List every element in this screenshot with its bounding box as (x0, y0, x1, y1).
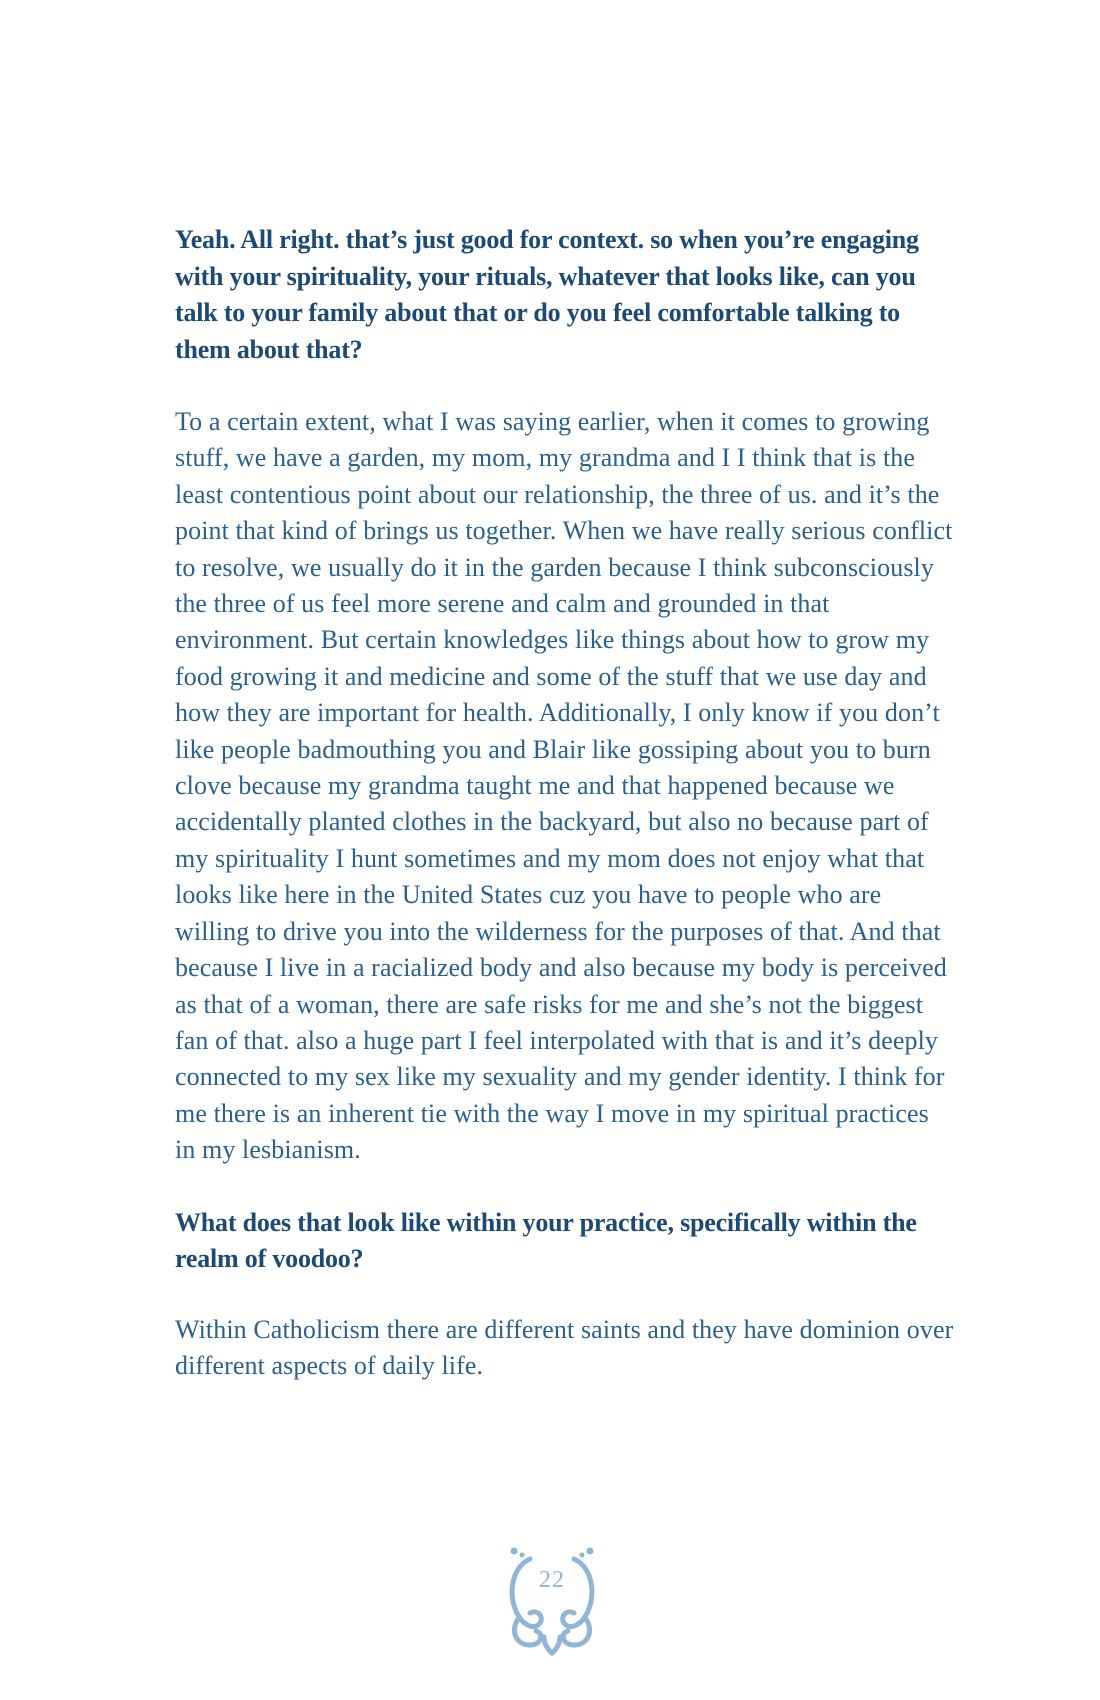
paragraph-spacer (175, 1278, 955, 1312)
interview-question-2: What does that look like within your practice, specifically within the realm of voodoo? (175, 1207, 917, 1274)
scroll-ornament-icon (500, 1545, 604, 1657)
paragraph-spacer (175, 1169, 955, 1205)
interview-answer-2: Within Catholicism there are different saints and they have dominion over different aspects of daily life. (175, 1314, 954, 1380)
paragraph-spacer (175, 368, 955, 404)
page-number-ornament (500, 1545, 604, 1657)
page-number: 22 (539, 1567, 565, 1593)
interview-answer-1: To a certain extent, what I was saying earlier, when it comes to growing stuff, we have a garden, my mom, my grandma and I I think that is the least contentious point about our relationship, the three of us. and it’s the point that kind of brings us together. When we have really serious conflict to resolve, we usually do it in the garden because I think subconsciously the three of us feel more serene and calm and grounded in that environment. But certain knowledges like things about how to grow my food growing it and medicine and some of the stuff that we use day and how they are important for health. Additionally, I only know if you don’t like people badmouthing you and Blair like gossiping about you to burn clove because my grandma taught me and that happened because we accidentally planted clothes in the backyard, but also no because part of my spirituality I hunt sometimes and my mom does not enjoy what that looks like here in the United States cuz you have to people who are willing to drive you into the wilderness for the purposes of that. And that because I live in a racialized body and also because my body is perceived as that of a woman, there are safe risks for me and she’s not the biggest fan of that. also a huge part I feel interpolated with that is and it’s deeply connected to my sex like my sexuality and my gender identity. I think for me there is an inherent tie with the way I move in my spiritual practices in my lesbianism. (175, 407, 953, 1165)
interview-content (175, 222, 955, 1384)
interview-question-1: Yeah. All right. that’s just good for context. so when you’re engaging with your spirituality, your rituals, whatever that looks like, can you talk to your family about that or do you feel comfortable talking to them about that? (175, 225, 919, 364)
